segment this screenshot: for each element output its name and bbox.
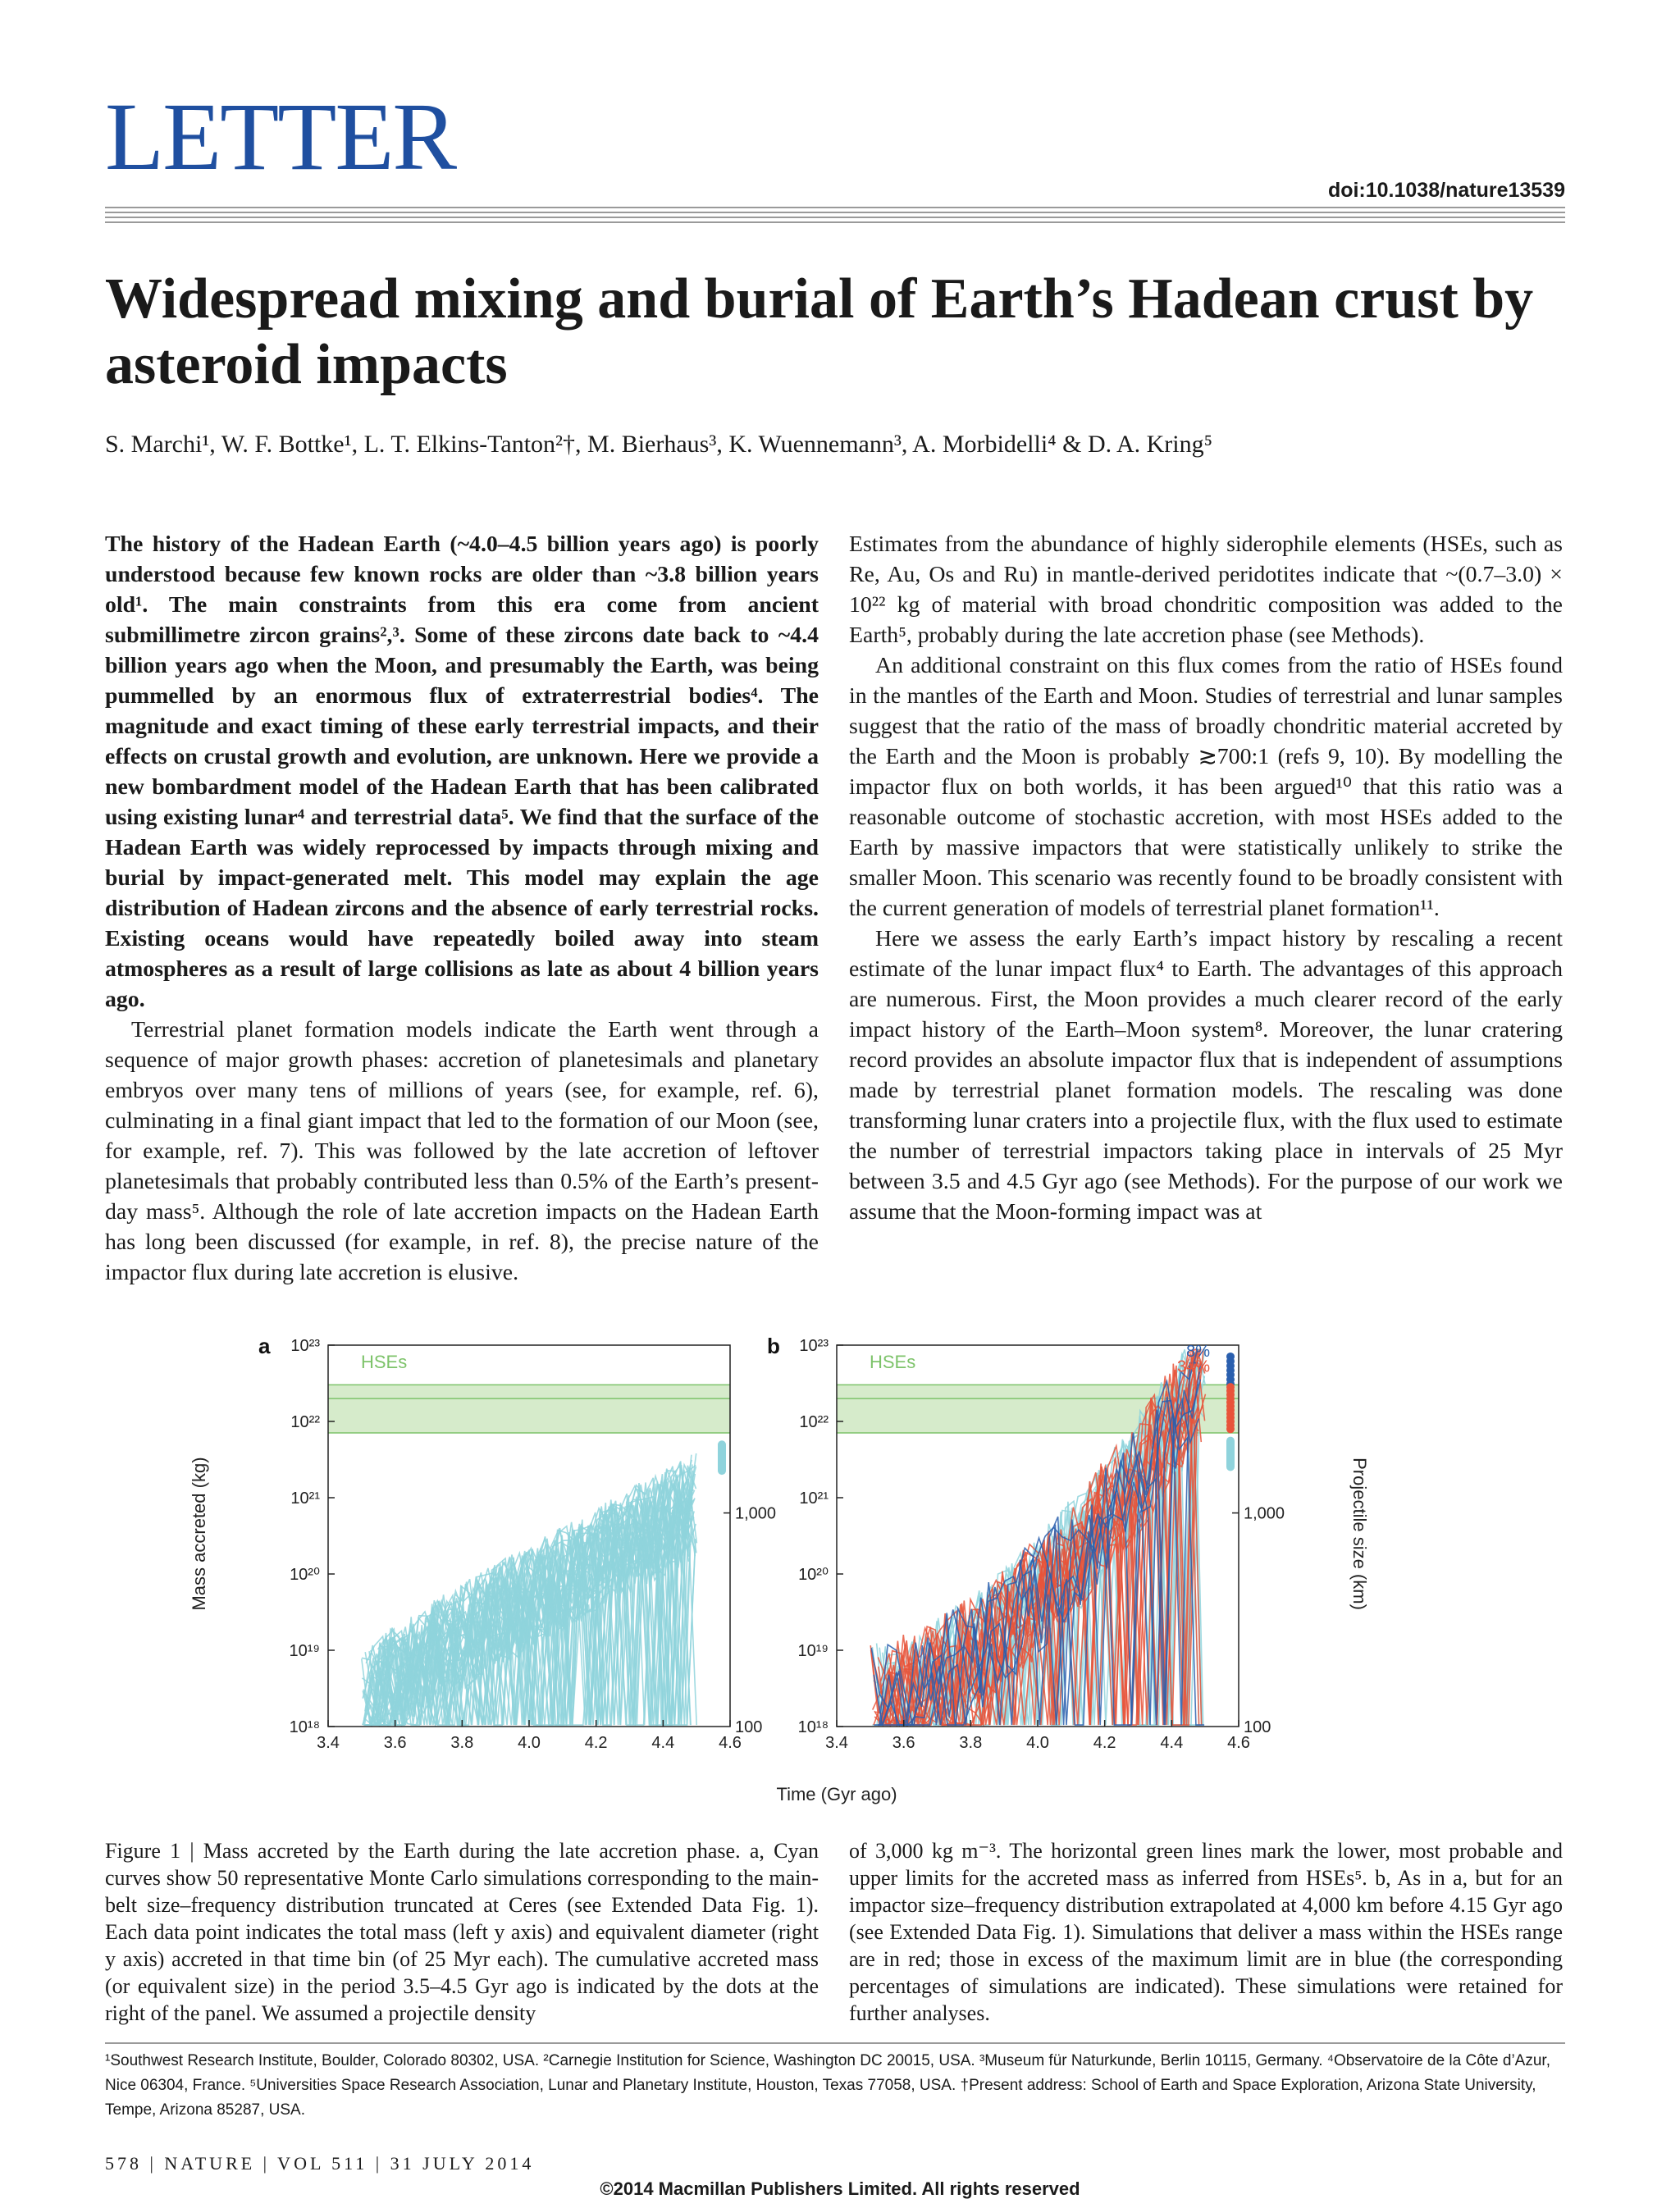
figure-1 xyxy=(189,1329,1411,1821)
x-tick-label: 3.4 xyxy=(825,1734,848,1752)
x-tick-label: 4.2 xyxy=(584,1734,608,1752)
y-tick-label: 10²² xyxy=(799,1413,829,1431)
copyright: ©2014 Macmillan Publishers Limited. All rights reserved xyxy=(600,2178,1080,2199)
right-column xyxy=(849,529,1563,1227)
x-tick-label: 3.4 xyxy=(317,1734,340,1752)
y-tick-label: 10²⁰ xyxy=(798,1566,829,1584)
projectile-tick-label: 100 xyxy=(735,1718,763,1736)
cumulative-dot-red xyxy=(1226,1425,1235,1433)
body-paragraph: Terrestrial planet formation models indicate the Earth went through a sequence of major growth phases: accretion of planetesimals and planetary embryos over many tens of millions of years (see, for example, ref. 6), culminating in a final giant impact that led to the formation of our Moon (see, for example, ref. 7). This was followed by the late accretion of leftover planetesimals that probably contributed less than 0.5% of the Earth’s present-day mass⁵. Although the role of late accretion impacts on the Hadean Earth has long been discussed (for example, in ref. 8), the precise nature of the impactor flux during late accretion is elusive. xyxy=(105,1017,819,1285)
y-tick-label: 10²⁰ xyxy=(290,1566,320,1584)
x-tick-label: 4.0 xyxy=(518,1734,541,1752)
article-title: Widespread mixing and burial of Earth’s Hadean crust by asteroid impacts xyxy=(105,267,1534,396)
cumulative-dots xyxy=(1226,1437,1235,1471)
caption-left: Figure 1 | Mass accreted by the Earth during the late accretion phase. a, Cyan curves show 50 representative Monte Carlo simulations corresponding to the main-belt size–frequency distribution truncated at Ceres (see Extended Data Fig. 1). Each data point indicates the total mass (left y axis) and equivalent diameter (right y axis) accreted in that time bin (of 25 Myr each). The cumulative accreted mass (or equivalent size) in the period 3.5–4.5 Gyr ago is indicated by the dots at the right of the panel. We assumed a projectile density xyxy=(105,1839,819,2025)
y2-axis-label: Projectile size (km) xyxy=(1349,1458,1370,1610)
section-label: LETTER xyxy=(105,83,456,190)
affiliations: ¹Southwest Research Institute, Boulder, Colorado 80302, USA. ²Carnegie Institution for Science, Washington DC 20015, USA. ³Museum für Naturkunde, Berlin 10115, Germany. ⁴Observatoire de la Côte d’Azur, Nice 06304, France. ⁵Universities Space Research Association, Lunar and Planetary Institute, Houston, Texas 77058, USA. †Present address: School of Earth and Space Exploration, Arizona State University, Tempe, Arizona 85287, USA. xyxy=(105,2042,1565,2123)
x-tick-label: 4.4 xyxy=(651,1734,675,1752)
figure-1-svg xyxy=(189,1329,1411,1821)
body-paragraph: Here we assess the early Earth’s impact history by rescaling a recent estimate of the lunar impact flux⁴ to Earth. The advantages of this approach are numerous. First, the Moon provides a much clearer record of the early impact history of the Earth–Moon system⁸. Moreover, the lunar cratering record provides an absolute impactor flux that is independent of assumptions made by terrestrial planet formation models. The rescaling was done transforming lunar craters into a projectile flux, with the flux used to estimate the number of terrestrial impactors taking place in intervals of 25 Myr between 3.5 and 4.5 Gyr ago (see Methods). For the purpose of our work we assume that the Moon-forming impact was at xyxy=(849,926,1563,1225)
x-tick-label: 3.8 xyxy=(450,1734,474,1752)
x-tick-label: 4.2 xyxy=(1093,1734,1116,1752)
projectile-tick-label: 1,000 xyxy=(1244,1504,1285,1523)
x-axis-label: Time (Gyr ago) xyxy=(776,1784,897,1804)
caption-right: of 3,000 kg m⁻³. The horizontal green lines mark the lower, most probable and upper limits for the accreted mass as inferred from HSEs⁵. b, As in a, but for an impactor size–frequency distribution extrapolated at 4,000 km before 4.15 Gyr ago (see Extended Data Fig. 1). Simulations that deliver a mass within the HSEs range are in red; those in excess of the maximum limit are in blue (the corresponding percentages of simulations are indicated). These simulations were retained for further analyses. xyxy=(849,1839,1563,2025)
x-tick-label: 4.6 xyxy=(1227,1734,1250,1752)
body-paragraph: An additional constraint on this flux comes from the ratio of HSEs found in the mantles of the Earth and Moon. Studies of terrestrial and lunar samples suggest that the ratio of the mass of broadly chondritic material accreted by the Earth and the Moon is probably ≳700:1 (refs 9, 10). By modelling the impactor flux on both worlds, it has been argued¹⁰ that this ratio was a reasonable outcome of stochastic accretion, with most HSEs added to the Earth by massive impactors that were statistically unlikely to strike the smaller Moon. This scenario was recently found to be broadly consistent with the current generation of models of terrestrial planet formation¹¹. xyxy=(849,653,1563,921)
y-tick-label: 10²³ xyxy=(290,1337,320,1355)
body-paragraph: Estimates from the abundance of highly siderophile elements (HSEs, such as Re, Au, Os and Ru) in mantle-derived peridotites indicate that ~(0.7–3.0) × 10²² kg of material with broad chondritic composition was added to the Earth⁵, probably during the late accretion phase (see Methods). xyxy=(849,531,1563,648)
hse-label: HSEs xyxy=(870,1351,916,1372)
panel-letter: a xyxy=(258,1334,271,1358)
pct-red-label: 34% xyxy=(1176,1357,1210,1376)
x-tick-label: 4.4 xyxy=(1160,1734,1184,1752)
header-rules xyxy=(105,207,1565,226)
x-tick-label: 4.6 xyxy=(719,1734,742,1752)
page-footer: 578 | NATURE | VOL 511 | 31 JULY 2014 xyxy=(105,2153,535,2174)
hse-label: HSEs xyxy=(361,1351,408,1372)
projectile-tick-label: 1,000 xyxy=(735,1504,777,1523)
y-tick-label: 10¹⁸ xyxy=(289,1718,320,1736)
hse-band xyxy=(328,1385,730,1433)
pct-blue-label: 8% xyxy=(1186,1342,1210,1361)
projectile-tick-label: 100 xyxy=(1244,1718,1271,1736)
y-tick-label: 10¹⁹ xyxy=(797,1642,829,1660)
y-tick-label: 10²³ xyxy=(799,1337,829,1355)
abstract: The history of the Hadean Earth (~4.0–4.5 billion years ago) is poorly understood because few known rocks are older than ~3.8 billion years old¹. The main constraints from this era come from ancient submillimetre zircon grains²,³. Some of these zircons date back to ~4.4 billion years ago when the Moon, and presumably the Earth, was being pummelled by an enormous flux of extraterrestrial bodies⁴. The magnitude and exact timing of these early terrestrial impacts, and their effects on crustal growth and evolution, are unknown. Here we provide a new bombardment model of the Hadean Earth that has been calibrated using existing lunar⁴ and terrestrial data⁵. We find that the surface of the Hadean Earth was widely reprocessed by impacts through mixing and burial by impact-generated melt. This model may explain the age distribution of Hadean zircons and the absence of early terrestrial rocks. Existing oceans would have repeatedly boiled away into steam atmospheres as a result of large collisions as late as about 4 billion years ago. xyxy=(105,531,819,1012)
y-tick-label: 10²¹ xyxy=(290,1489,320,1508)
left-column xyxy=(105,529,819,1288)
x-tick-label: 4.0 xyxy=(1026,1734,1049,1752)
author-list: S. Marchi¹, W. F. Bottke¹, L. T. Elkins-Tanton²†, M. Bierhaus³, K. Wuennemann³, A. Morbidelli⁴ & D. A. Kring⁵ xyxy=(105,431,1213,458)
x-tick-label: 3.8 xyxy=(959,1734,983,1752)
y-tick-label: 10²² xyxy=(290,1413,320,1431)
x-tick-label: 3.6 xyxy=(892,1734,915,1752)
x-tick-label: 3.6 xyxy=(383,1734,407,1752)
y-tick-label: 10²¹ xyxy=(799,1489,829,1508)
doi[interactable]: doi:10.1038/nature13539 xyxy=(1327,179,1565,202)
panel-letter: b xyxy=(767,1334,780,1358)
y-tick-label: 10¹⁹ xyxy=(289,1642,320,1660)
cumulative-dots xyxy=(718,1440,726,1475)
y-axis-label: Mass accreted (kg) xyxy=(189,1457,209,1611)
y-tick-label: 10¹⁸ xyxy=(797,1718,829,1736)
